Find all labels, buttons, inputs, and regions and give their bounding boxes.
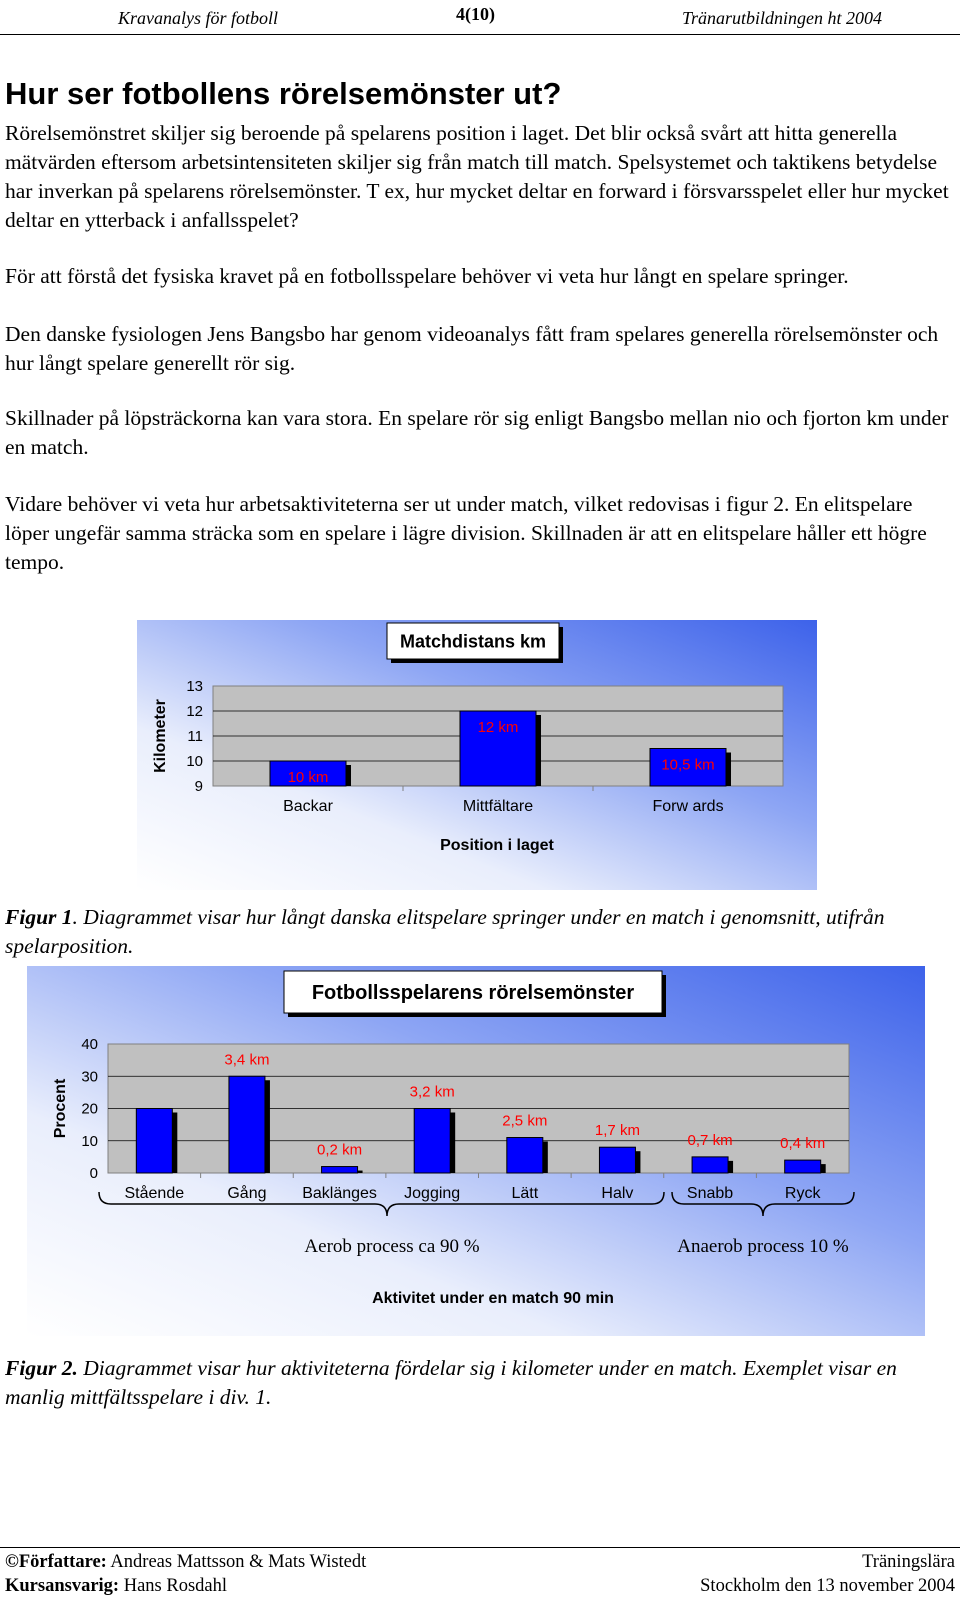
responsible-label: Kursansvarig: bbox=[5, 1576, 120, 1596]
y-axis-label: Procent bbox=[52, 1078, 69, 1139]
chart-match-distance-svg bbox=[137, 620, 817, 890]
bar bbox=[785, 1160, 821, 1173]
data-label: 1,7 km bbox=[594, 1122, 640, 1140]
bar bbox=[322, 1167, 358, 1173]
y-tick-label: 9 bbox=[194, 778, 203, 795]
chart-movement-pattern bbox=[27, 966, 925, 1336]
page-title: Hur ser fotbollens rörelsemönster ut? bbox=[5, 76, 562, 111]
figure-2-caption bbox=[5, 1354, 925, 1412]
responsible: Hans Rosdahl bbox=[119, 1576, 228, 1596]
chart-movement-pattern-svg bbox=[27, 966, 925, 1336]
x-axis-label: Aktivitet under en match 90 min bbox=[372, 1290, 614, 1307]
y-axis-label: Kilometer bbox=[152, 699, 169, 773]
subject: Träningslära bbox=[862, 1552, 955, 1572]
page-header bbox=[0, 0, 960, 35]
x-category-label: Stående bbox=[124, 1185, 185, 1202]
footer-row-1 bbox=[5, 1552, 955, 1576]
x-category-label: Gång bbox=[227, 1185, 267, 1202]
page-footer bbox=[0, 1547, 960, 1596]
page-number: 4(10) bbox=[456, 4, 495, 24]
chart-title: Fotbollsspelarens rörelsemönster bbox=[311, 982, 635, 1005]
paragraph-2: För att förstå det fysiska kravet på en fotbollsspelare behöver vi veta hur långt en spelare springer. bbox=[5, 264, 849, 288]
y-tick-label: 12 bbox=[186, 703, 203, 720]
figure-2-text: Diagrammet visar hur aktiviteterna fördelar sig i kilometer under en match. Exemplet visar en manlig mittfältsspelare i div. 1. bbox=[5, 1356, 897, 1409]
bar bbox=[229, 1076, 265, 1173]
data-label: 12 km bbox=[477, 719, 519, 736]
y-tick-label: 10 bbox=[186, 753, 203, 770]
bar bbox=[692, 1157, 728, 1173]
x-category-label: Ryck bbox=[784, 1185, 821, 1202]
figure-1-caption bbox=[5, 903, 925, 961]
y-tick-label: 40 bbox=[81, 1036, 98, 1053]
y-tick-label: 10 bbox=[81, 1132, 98, 1150]
annotation-aerob: Aerob process ca 90 % bbox=[304, 1236, 480, 1257]
header-left: Kravanalys för fotboll bbox=[118, 8, 279, 28]
x-category-label: Halv bbox=[601, 1185, 634, 1202]
bar bbox=[136, 1109, 172, 1174]
y-tick-label: 0 bbox=[89, 1165, 98, 1182]
author-label: ©Författare: bbox=[5, 1552, 107, 1572]
x-category-label: Forw ards bbox=[652, 798, 724, 815]
authors: Andreas Mattsson & Mats Wistedt bbox=[106, 1552, 367, 1572]
x-category-label: Lätt bbox=[511, 1185, 539, 1202]
figure-2-label: Figur 2. bbox=[5, 1356, 78, 1380]
footer-row-2 bbox=[5, 1576, 955, 1600]
x-category-label: Snabb bbox=[686, 1185, 734, 1202]
bar bbox=[599, 1147, 635, 1173]
figure-1-text: . Diagrammet visar hur långt danska elitspelare springer under en match i genomsnitt, utifrån spelarposition. bbox=[5, 905, 885, 958]
paragraph-5: Vidare behöver vi veta hur arbetsaktiviteterna ser ut under match, vilket redovisas i figur 2. En elitspelare löper ungefär samma sträcka som en spelare i lägre division. Skillnaden är att en elitspelare håller ett högre tempo. bbox=[5, 492, 927, 574]
data-label: 2,5 km bbox=[502, 1112, 548, 1130]
data-label: 0,7 km bbox=[687, 1131, 733, 1149]
annotation-anaerob: Anaerob process 10 % bbox=[677, 1236, 849, 1257]
data-label: 10,5 km bbox=[661, 756, 715, 774]
y-tick-label: 13 bbox=[186, 678, 203, 695]
data-label: 10 km bbox=[287, 769, 329, 786]
bar bbox=[507, 1138, 543, 1173]
chart-match-distance bbox=[137, 620, 817, 890]
data-label: 0,2 km bbox=[317, 1141, 363, 1159]
place-date: Stockholm den 13 november 2004 bbox=[700, 1576, 955, 1596]
paragraph-3: Den danske fysiologen Jens Bangsbo har genom videoanalys fått fram spelares generella rörelsemönster och hur långt spelare generellt rör sig. bbox=[5, 322, 939, 375]
y-tick-label: 30 bbox=[81, 1068, 98, 1086]
x-category-label: Mittfältare bbox=[462, 798, 534, 815]
paragraph-4: Skillnader på löpsträckorna kan vara stora. En spelare rör sig enligt Bangsbo mellan nio och fjorton km under en match. bbox=[5, 406, 949, 459]
chart-title: Matchdistans km bbox=[399, 631, 547, 652]
bar bbox=[414, 1109, 450, 1174]
header-right: Tränarutbildningen ht 2004 bbox=[681, 8, 882, 28]
x-axis-label: Position i laget bbox=[440, 837, 554, 854]
data-label: 0,4 km bbox=[780, 1135, 826, 1153]
x-category-label: Backar bbox=[283, 798, 333, 815]
data-label: 3,2 km bbox=[409, 1083, 455, 1101]
x-category-label: Baklänges bbox=[302, 1185, 377, 1202]
x-category-label: Jogging bbox=[404, 1185, 461, 1202]
paragraph-1: Rörelsemönstret skiljer sig beroende på spelarens position i laget. Det blir också svårt att hitta generella mätvärden eftersom arbetsintensiteten skiljer sig från match till match. Spelsystemet och taktikens betydelse har inverkan på spelarens rörelsemönster. T ex, hur mycket deltar en forward i försvarsspelet eller hur mycket deltar en ytterback i anfallsspelet? bbox=[5, 121, 949, 232]
y-tick-label: 20 bbox=[81, 1100, 98, 1118]
figure-1-label: Figur 1 bbox=[5, 905, 73, 929]
y-tick-label: 11 bbox=[187, 728, 203, 745]
data-label: 3,4 km bbox=[224, 1051, 270, 1069]
